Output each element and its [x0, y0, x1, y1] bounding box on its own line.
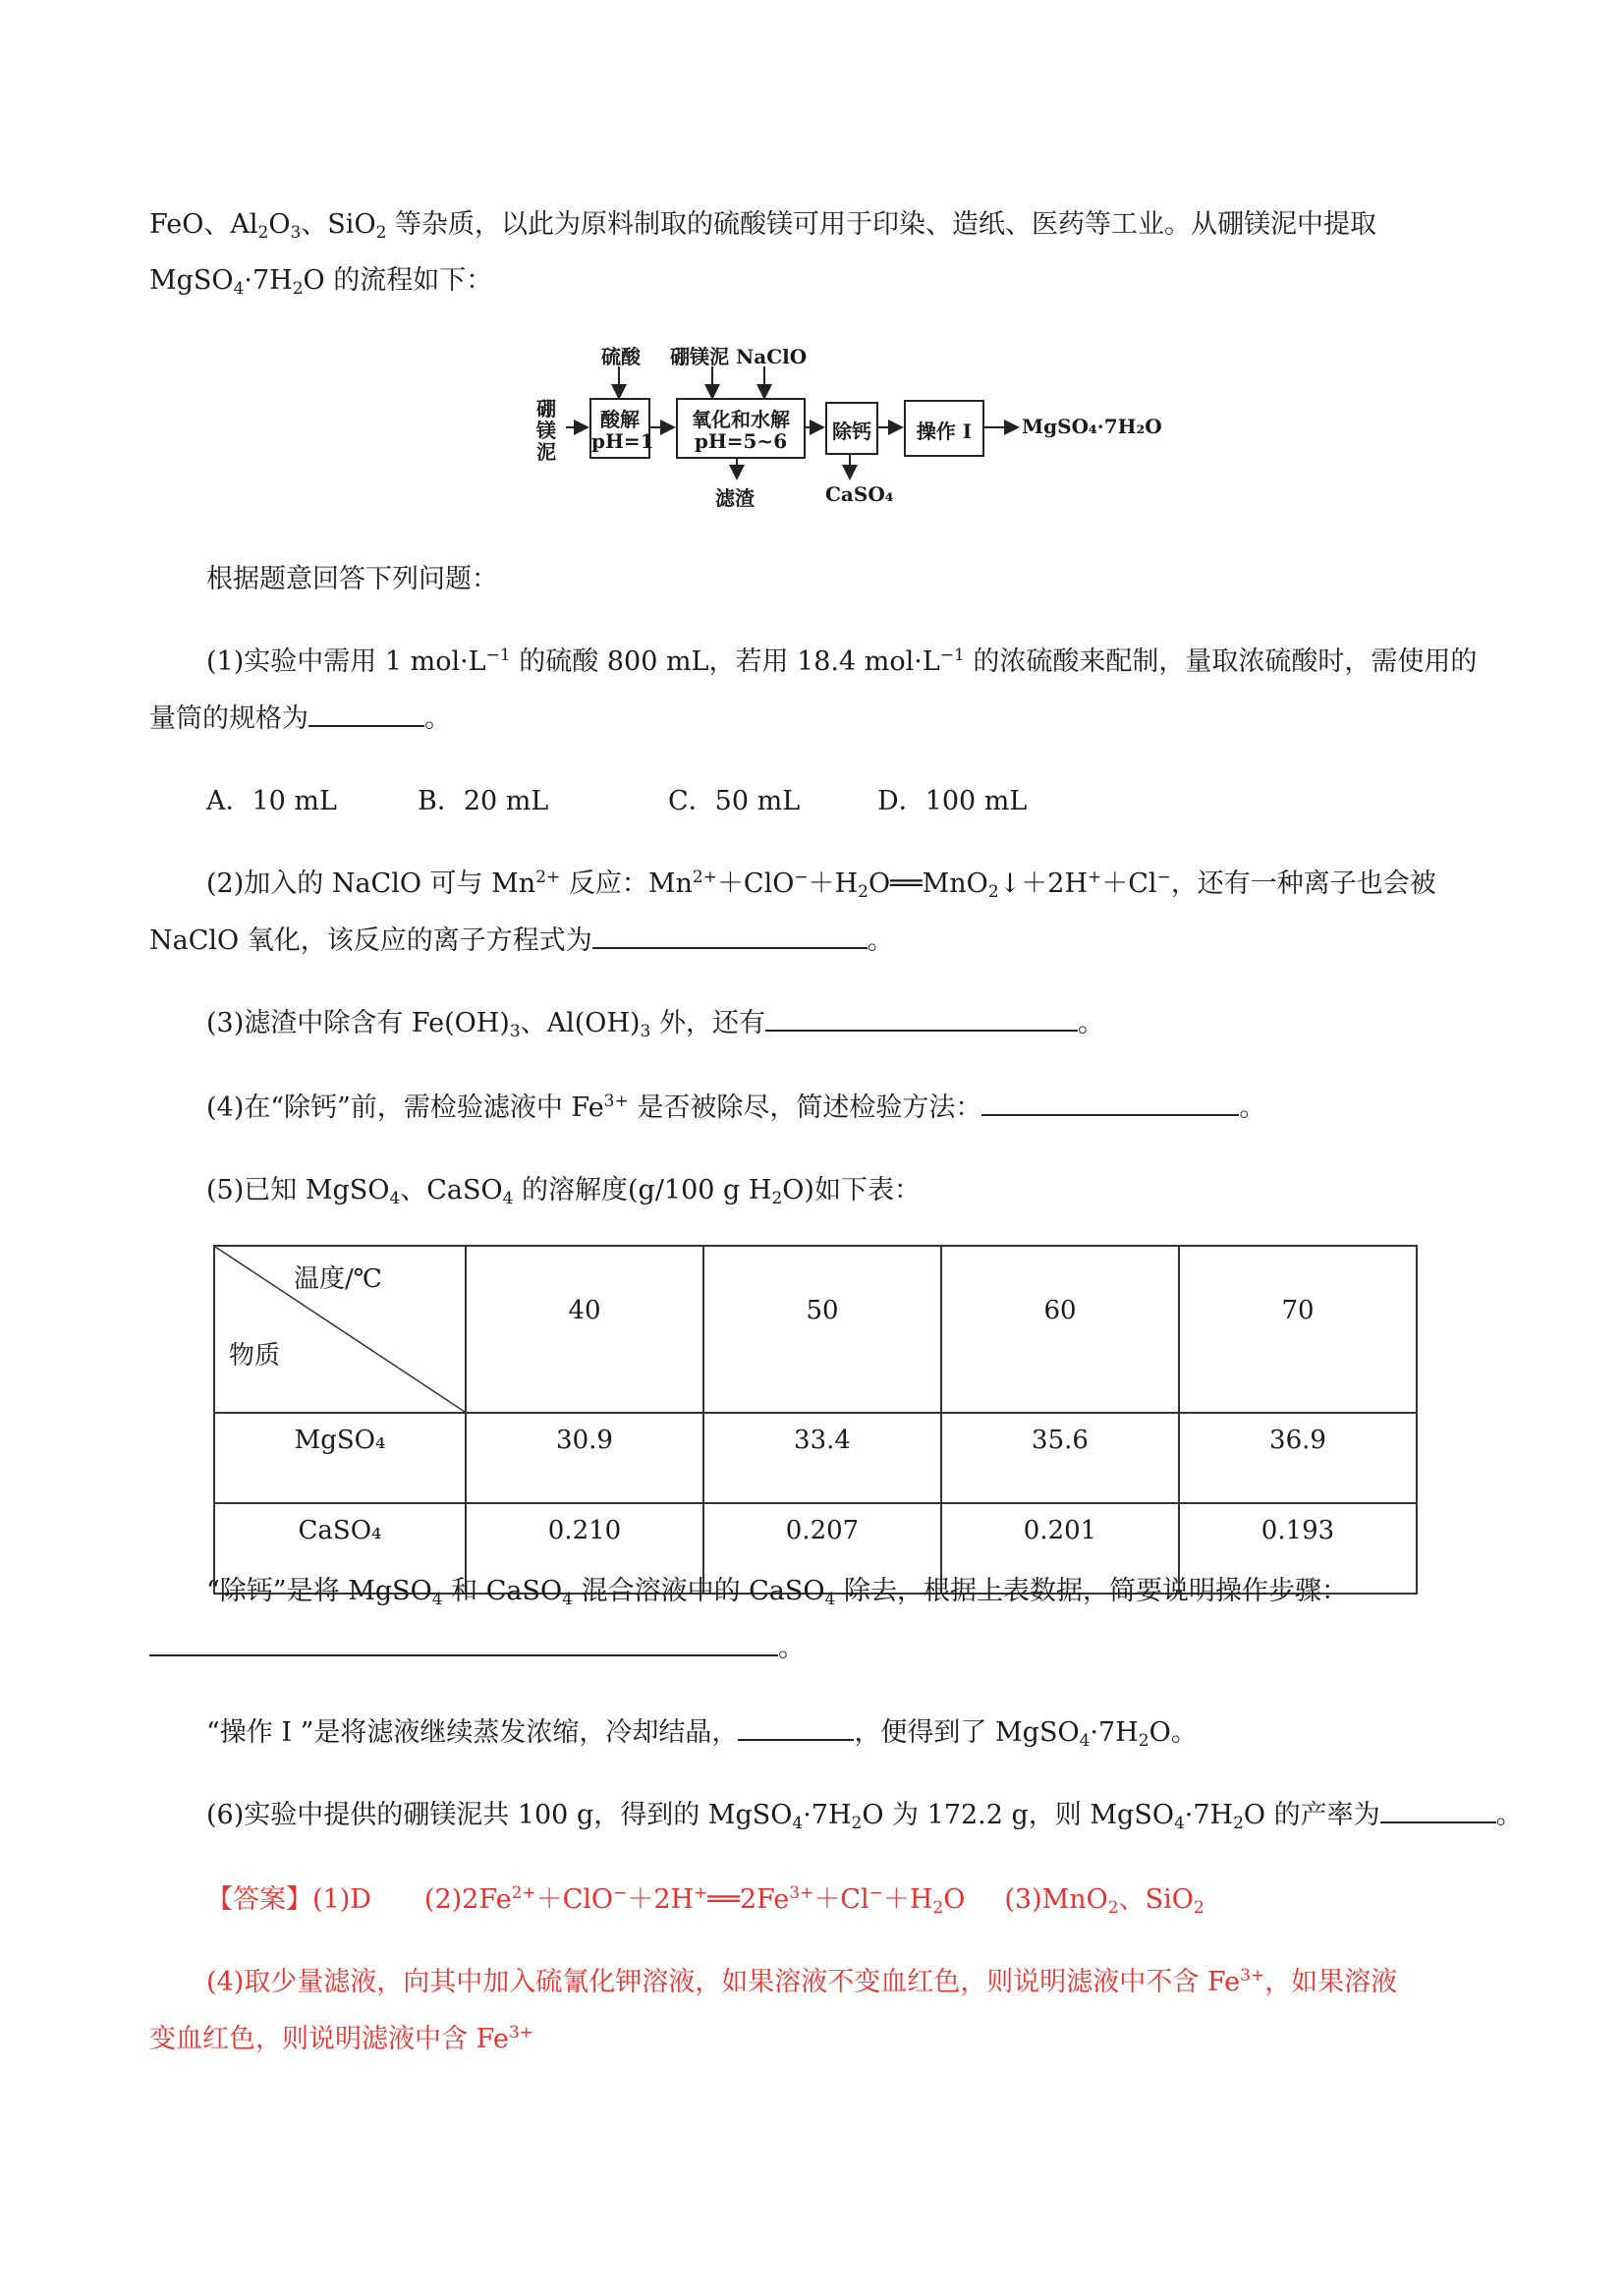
- q4-line: (4)在“除钙”前，需检验滤液中 $Fe^{3+}$ 是否被除尽，简述检验方法： 。: [206, 1092, 1266, 1123]
- temp-header-60: 60: [941, 1246, 1179, 1413]
- q1-option-a: A．10 mL: [206, 786, 337, 816]
- q2-answer-blank[interactable]: [592, 924, 868, 949]
- cell-value: 30.9: [466, 1413, 703, 1503]
- q3-answer-blank[interactable]: [765, 1006, 1078, 1032]
- temp-header-70: 70: [1179, 1246, 1417, 1413]
- answer-line-4a: (4)取少量滤液，向其中加入硫氰化钾溶液，如果溶液不变血红色，则说明滤液中不含 $Fe^{3+}$，如果溶液: [206, 1966, 1398, 1997]
- q5-decalcify-line: “除钙”是将 MgSO$_4$ 和 CaSO$_4$ 混合溶液中的 CaSO$_4$ 除去，根据上表数据，简要说明操作步骤：: [206, 1576, 1348, 1609]
- step-acid-dissolve-box: 酸解 pH=1: [589, 398, 650, 459]
- caso4-label: CaSO₄: [825, 482, 894, 506]
- q4-answer-blank[interactable]: [981, 1091, 1239, 1116]
- start-material-label: 硼镁泥: [536, 397, 556, 464]
- q3-line: (3)滤渣中除含有 $Fe(OH)_3$、$Al(OH)_3$ 外，还有 。: [206, 1008, 1104, 1041]
- cell-value: 0.210: [466, 1503, 703, 1594]
- answer-tag: 【答案】: [206, 1884, 312, 1915]
- product-label: MgSO₄·7H₂O: [1022, 415, 1162, 438]
- cell-value: 36.9: [1179, 1413, 1417, 1503]
- intro-line-1: FeO、$Al_2O_3$、SiO$_2$ 等杂质，以此为原料制取的硫酸镁可用于印染、造纸、医药等工业。从硼镁泥中提取: [149, 209, 1377, 243]
- prompt-text: 根据题意回答下列问题：: [206, 564, 498, 594]
- q5-decalcify-blank[interactable]: [149, 1631, 778, 1656]
- step-operation-box: 操作 I: [904, 400, 984, 457]
- corner-temperature-label: 温度/℃: [294, 1264, 382, 1294]
- intro-line-2: $MgSO_4\cdot 7H_2O$ 的流程如下：: [149, 265, 493, 299]
- answer-line-4b: 变血红色，则说明滤液中含 $Fe^{3+}$: [149, 2023, 533, 2054]
- step-oxidation-box: 氧化和水解 pH=5~6: [676, 398, 806, 459]
- q5-operation-blank[interactable]: [738, 1715, 854, 1741]
- q1-line-2: 量筒的规格为 。: [149, 703, 451, 734]
- row-substance-name: MgSO₄: [214, 1413, 466, 1503]
- q6-answer-blank[interactable]: [1380, 1798, 1496, 1823]
- reagent-acid-label: 硫酸: [601, 345, 641, 368]
- temp-header-40: 40: [466, 1246, 703, 1413]
- q1-option-b: B．20 mL: [418, 786, 549, 816]
- q5-operation-line: “操作 I ”是将滤液继续蒸发浓缩，冷却结晶， ，便得到了 $MgSO_4\cdot 7H_2O$。: [206, 1717, 1198, 1751]
- q1-option-c: C．50 mL: [668, 786, 801, 816]
- cell-value: 35.6: [941, 1413, 1179, 1503]
- table-row: [214, 1413, 1417, 1503]
- process-flow-diagram: [531, 339, 1162, 516]
- slag-label: 滤渣: [715, 486, 755, 510]
- q5-line: (5)已知 MgSO$_4$、CaSO$_4$ 的溶解度(g/100 g $H_2O$)如下表：: [206, 1175, 921, 1208]
- row-substance-name: CaSO₄: [214, 1503, 466, 1594]
- q5-decalcify-answer-line: 。: [149, 1631, 805, 1666]
- cell-value: 0.207: [703, 1503, 941, 1594]
- answer-line-1: 【答案】(1)D $(2)2Fe^{2+}+ClO^-+2H^+══2Fe^{3+}+Cl^-+H_2O$ (3)MnO$_2$、SiO$_2$: [206, 1883, 1204, 1918]
- cell-value: 0.193: [1179, 1503, 1417, 1594]
- q2-line-1: (2)加入的 NaClO 可与 $Mn^{2+}$ 反应：$Mn^{2+}+ClO^-+H_2O══MnO_2↓+2H^++Cl^-$，还有一种离子也会被: [206, 868, 1436, 902]
- q1-answer-blank[interactable]: [308, 701, 424, 727]
- q2-line-2: NaClO 氧化，该反应的离子方程式为 。: [149, 925, 894, 956]
- step-decalcify-box: 除钙: [825, 402, 878, 455]
- q1-line-1: (1)实验中需用 1 $mol\cdot L^{-1}$ 的硫酸 800 mL，若用 18.4 $mol\cdot L^{-1}$ 的浓硫酸来配制，量取浓硫酸时，需使用的: [206, 645, 1478, 677]
- temp-header-50: 50: [703, 1246, 941, 1413]
- reagent-mud-naclo-label: 硼镁泥 NaClO: [670, 345, 808, 368]
- cell-value: 33.4: [703, 1413, 941, 1503]
- corner-substance-label: 物质: [229, 1341, 281, 1371]
- q6-line: (6)实验中提供的硼镁泥共 100 g，得到的 $MgSO_4\cdot 7H_2O$ 为 172.2 g，则 $MgSO_4\cdot 7H_2O$ 的产率为 。: [206, 1800, 1523, 1833]
- solubility-table: [213, 1245, 1418, 1595]
- cell-value: 0.201: [941, 1503, 1179, 1594]
- q1-option-d: D．100 mL: [877, 786, 1028, 816]
- table-corner-cell: [214, 1246, 466, 1413]
